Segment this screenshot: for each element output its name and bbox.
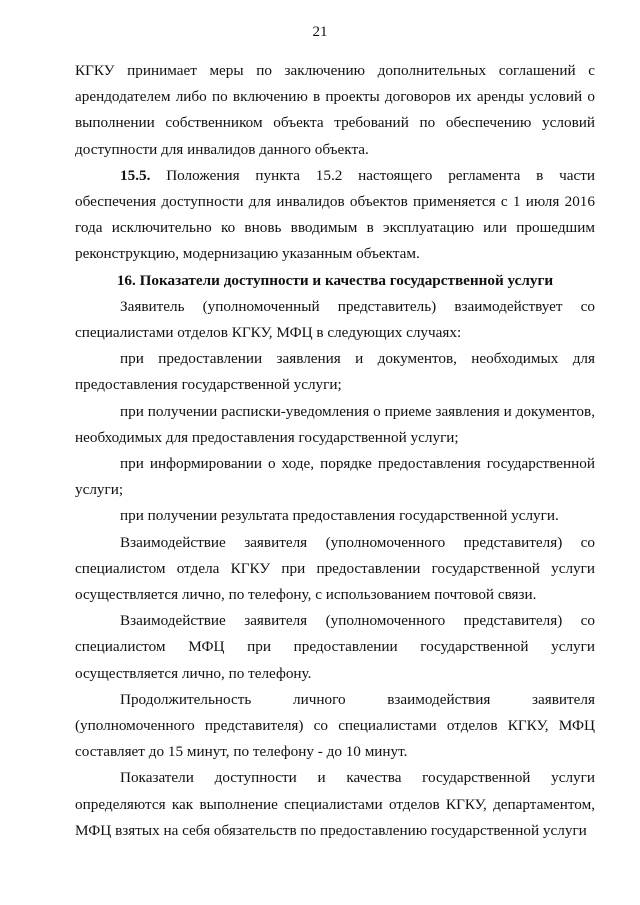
paragraph-quality-indicators: Показатели доступности и качества государственной услуги определяются как выполнение специалистами отделов КГКУ, департаментом, МФЦ взятых на себя обязательств по предоставлению государственной услуги [75, 769, 595, 839]
section-heading-16: 16. Показатели доступности и качества государственной услуги [116, 271, 554, 289]
paragraph-interaction-cases: Заявитель (уполномоченный представитель) взаимодействует со специалистами отделов КГКУ, МФЦ в следующих случаях: [75, 297, 595, 342]
paragraph-kgku-measures: КГКУ принимает меры по заключению дополнительных соглашений с арендодателем либо по включению в проекты договоров их аренды условий о выполнении собственником объекта требований по обеспечению условий доступности для инвалидов данного объекта. [75, 62, 595, 158]
clause-text: Положения пункта 15.2 настоящего регламента в части обеспечения доступности для инвалидов объектов применяется с 1 июля 2016 года исключительно ко вновь вводимым в эксплуатацию или прошедшим реконструкцию, модернизацию указанным объектам. [75, 166, 596, 263]
paragraph-case-submission: при предоставлении заявления и документов, необходимых для предоставления государственной услуги; [75, 350, 595, 394]
paragraph-case-result: при получении результата предоставления государственной услуги. [120, 507, 559, 525]
paragraph-case-receipt: при получении расписки-уведомления о приеме заявления и документов, необходимых для предоставления государственной услуги; [75, 402, 595, 446]
clause-number: 15.5. [120, 166, 151, 184]
paragraph-case-informing: при информировании о ходе, порядке предоставления государственной услуги; [75, 455, 595, 499]
page-number: 21 [312, 24, 328, 40]
paragraph-interaction-mfc: Взаимодействие заявителя (уполномоченного представителя) со специалистом МФЦ при предоставлении государственной услуги осуществляется лично, по телефону. [75, 612, 595, 682]
paragraph-duration: Продолжительность личного взаимодействия заявителя (уполномоченного представителя) со специалистами отделов КГКУ, МФЦ составляет до 15 минут, по телефону - до 10 минут. [75, 690, 595, 761]
paragraph-15-5 [75, 163, 595, 268]
paragraph-interaction-kgku: Взаимодействие заявителя (уполномоченного представителя) со специалистом отдела КГКУ при предоставлении государственной услуги осуществляется лично, по телефону, с использованием почтовой связи. [75, 533, 595, 604]
document-body [75, 58, 595, 844]
